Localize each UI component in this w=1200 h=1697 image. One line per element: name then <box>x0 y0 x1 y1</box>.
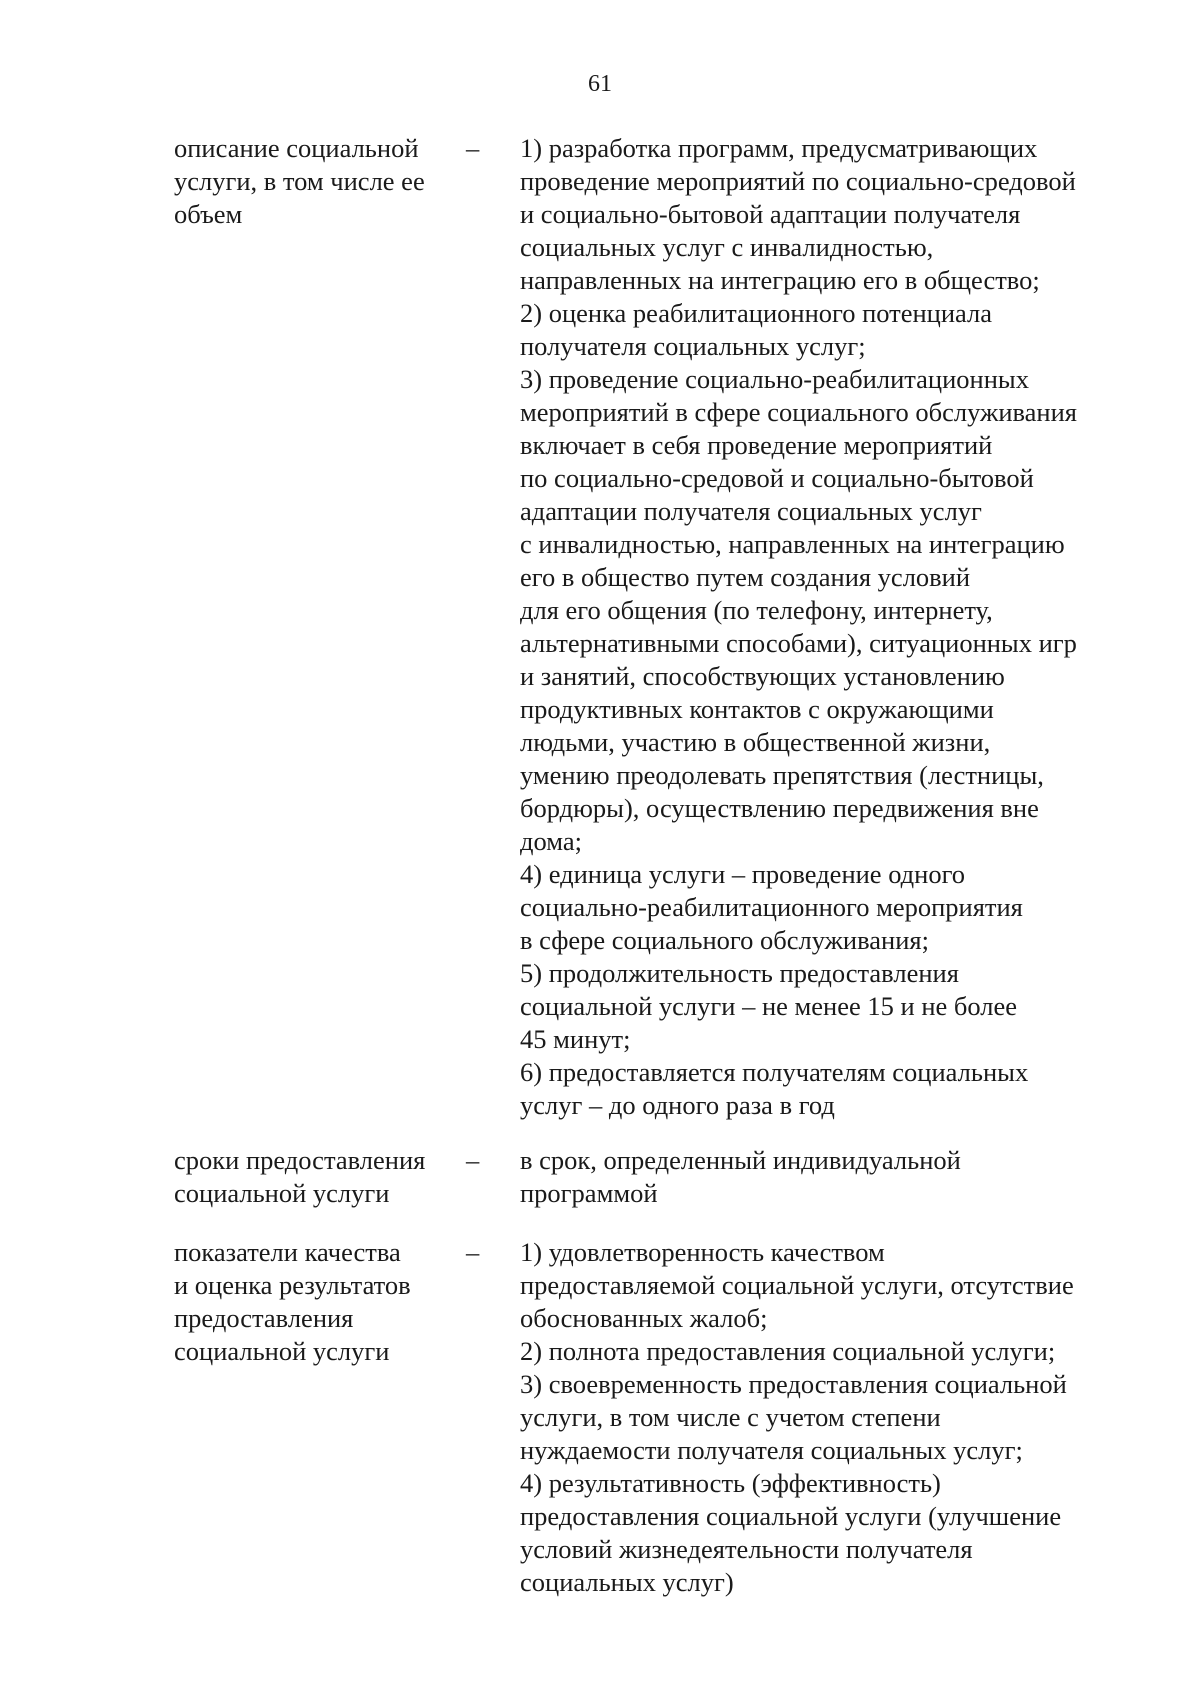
description-line: 2) оценка реабилитационного потенциала <box>520 298 993 328</box>
description-line: и занятий, способствующих установлению <box>520 661 1005 691</box>
description-line: альтернативными способами), ситуационных игр <box>520 628 1077 658</box>
description-line: 1) удовлетворенность качеством <box>520 1237 885 1267</box>
description-line: его в общество путем создания условий <box>520 562 971 592</box>
description-line: социально-реабилитационного мероприятия <box>520 892 1023 922</box>
term-line: описание социальной <box>174 133 419 163</box>
description-line: и социально-бытовой адаптации получателя <box>520 199 1021 229</box>
description-line: 1) разработка программ, предусматривающих <box>520 133 1038 163</box>
term-line: и оценка результатов <box>174 1270 411 1300</box>
description-line: 4) результативность (эффективность) <box>520 1468 941 1498</box>
page-number: 61 <box>588 71 612 97</box>
description-line: условий жизнедеятельности получателя <box>520 1534 973 1564</box>
description-line: направленных на интеграцию его в общество; <box>520 265 1040 295</box>
description-line: с инвалидностью, направленных на интеграцию <box>520 529 1065 559</box>
description-line: по социально-средовой и социально-бытовой <box>520 463 1034 493</box>
term-line: услуги, в том числе ее <box>174 166 425 196</box>
entry-term <box>174 1144 464 1210</box>
description-line: мероприятий в сфере социального обслуживания <box>520 397 1077 427</box>
entry-description <box>520 1144 1140 1210</box>
description-line: социальных услуг) <box>520 1567 734 1597</box>
description-line: 45 минут; <box>520 1024 631 1054</box>
description-line: получателя социальных услуг; <box>520 331 866 361</box>
description-line: социальных услуг с инвалидностью, <box>520 232 934 262</box>
description-line: социальной услуги – не менее 15 и не более <box>520 991 1018 1021</box>
term-line: объем <box>174 199 243 229</box>
description-line: включает в себя проведение мероприятий <box>520 430 993 460</box>
entry-dash: – <box>466 1145 480 1175</box>
description-line: умению преодолевать препятствия (лестницы, <box>520 760 1044 790</box>
description-line: продуктивных контактов с окружающими <box>520 694 994 724</box>
description-line: нуждаемости получателя социальных услуг; <box>520 1435 1023 1465</box>
description-line: в сфере социального обслуживания; <box>520 925 929 955</box>
description-line: 5) продолжительность предоставления <box>520 958 959 988</box>
term-line: социальной услуги <box>174 1178 390 1208</box>
description-line: в срок, определенный индивидуальной <box>520 1145 961 1175</box>
term-line: показатели качества <box>174 1237 401 1267</box>
description-line: 6) предоставляется получателям социальных <box>520 1057 1029 1087</box>
term-line: предоставления <box>174 1303 354 1333</box>
description-line: 4) единица услуги – проведение одного <box>520 859 966 889</box>
description-line: дома; <box>520 826 582 856</box>
entry-dash: – <box>466 1237 480 1267</box>
description-line: услуг – до одного раза в год <box>520 1090 835 1120</box>
entry-description <box>520 1236 1140 1599</box>
description-line: 3) своевременность предоставления социальной <box>520 1369 1067 1399</box>
entry-term <box>174 1236 464 1368</box>
description-line: предоставляемой социальной услуги, отсутствие <box>520 1270 1074 1300</box>
entry-term <box>174 132 464 231</box>
description-line: бордюры), осуществлению передвижения вне <box>520 793 1039 823</box>
description-line: обоснованных жалоб; <box>520 1303 768 1333</box>
entry-description <box>520 132 1140 1122</box>
description-line: 3) проведение социально-реабилитационных <box>520 364 1029 394</box>
description-line: 2) полнота предоставления социальной услуги; <box>520 1336 1056 1366</box>
description-line: адаптации получателя социальных услуг <box>520 496 982 526</box>
description-line: людьми, участию в общественной жизни, <box>520 727 991 757</box>
description-line: услуги, в том числе с учетом степени <box>520 1402 941 1432</box>
description-line: проведение мероприятий по социально-средовой <box>520 166 1076 196</box>
description-line: программой <box>520 1178 658 1208</box>
entry-dash: – <box>466 133 480 163</box>
description-line: предоставления социальной услуги (улучшение <box>520 1501 1062 1531</box>
term-line: сроки предоставления <box>174 1145 426 1175</box>
term-line: социальной услуги <box>174 1336 390 1366</box>
description-line: для его общения (по телефону, интернету, <box>520 595 993 625</box>
